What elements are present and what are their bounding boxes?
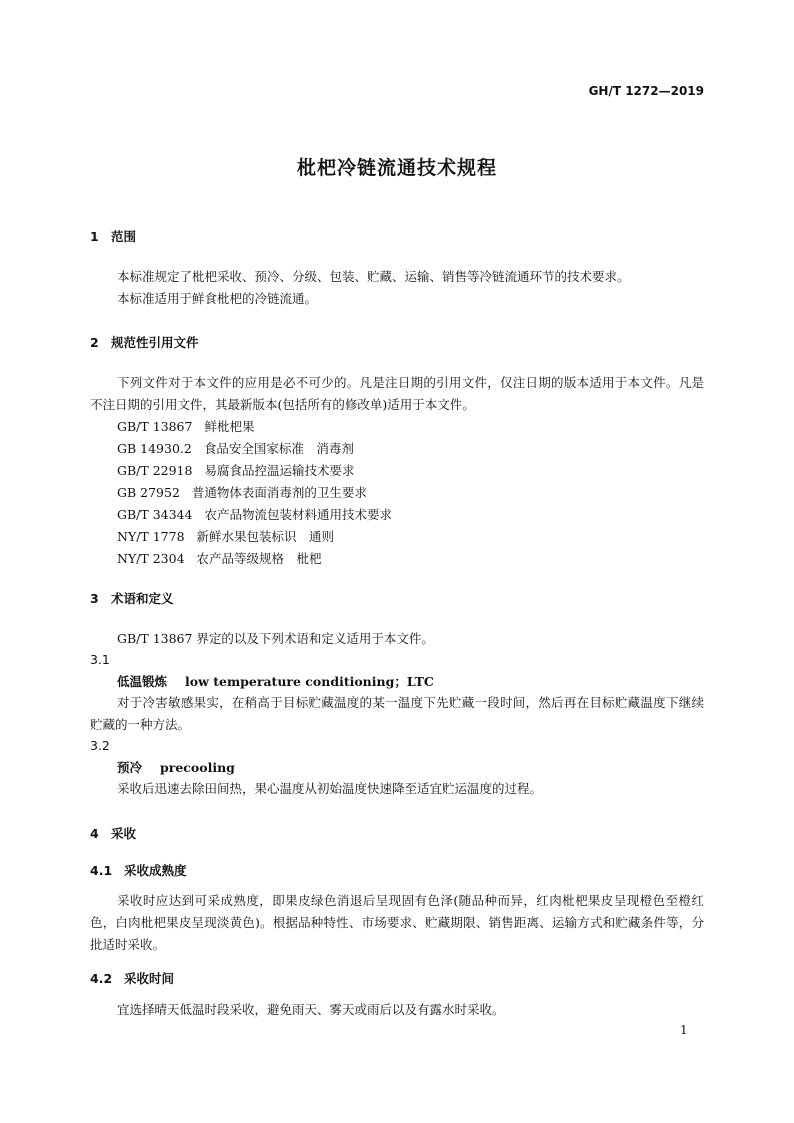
paragraph: 采收时应达到可采成熟度，即果皮绿色消退后呈现固有色泽(随品种而异，红肉枇杷果皮呈现橙色至橙红色，白肉枇杷果皮呈现淡黄色)。根据品种特性、市场要求、贮藏期限、销售距离、运输方式和贮藏条件等，分批适时采收。	[90, 893, 704, 952]
term-english: low temperature conditioning；LTC	[185, 674, 434, 689]
term-definition: 对于冷害敏感果实，在稍高于目标贮藏温度的某一温度下先贮藏一段时间，然后再在目标贮藏温度下继续贮藏的一种方法。	[90, 695, 704, 732]
reference-item	[117, 416, 254, 438]
page-number: 1	[680, 1023, 688, 1037]
section-number: 2	[90, 335, 99, 350]
section-2-heading	[90, 333, 199, 351]
reference-code: NY/T 1778	[117, 529, 185, 544]
reference-code: GB 14930.2	[117, 441, 192, 456]
section-number: 1	[90, 229, 99, 244]
reference-code: GB/T 13867	[117, 419, 193, 434]
reference-item	[117, 438, 354, 460]
subsection-number: 4.2	[90, 971, 113, 986]
reference-item	[117, 460, 354, 482]
section-number: 3	[90, 591, 99, 606]
section-3-heading	[90, 589, 174, 607]
reference-code: GB 27952	[117, 485, 180, 500]
term-number: 3.1	[90, 652, 110, 667]
reference-title: 食品安全国家标准 消毒剂	[203, 441, 354, 456]
reference-code: GB/T 34344	[117, 507, 193, 522]
reference-item	[117, 482, 367, 504]
page-title: 枇杷冷链流通技术规程	[296, 157, 497, 179]
term-chinese: 预冷	[117, 760, 143, 775]
section-4-heading	[90, 824, 136, 842]
section-title: 采收	[111, 826, 137, 841]
subsection-4-1-heading	[90, 861, 187, 879]
reference-code: GB/T 22918	[117, 463, 193, 478]
reference-title: 易腐食品控温运输技术要求	[204, 463, 355, 478]
term-heading	[117, 672, 434, 690]
reference-code: NY/T 2304	[117, 551, 185, 566]
section-1-heading	[90, 227, 136, 245]
subsection-title: 采收时间	[124, 971, 175, 986]
section-title: 范围	[111, 229, 137, 244]
subsection-number: 4.1	[90, 863, 113, 878]
reference-item	[117, 526, 334, 548]
reference-title: 鲜枇杷果	[204, 419, 255, 434]
document-number: GH/T 1272—2019	[588, 84, 704, 98]
term-heading	[117, 758, 235, 776]
paragraph: 本标准适用于鲜食枇杷的冷链流通。	[117, 291, 318, 306]
section-number: 4	[90, 826, 99, 841]
reference-title: 农产品等级规格 枇杷	[196, 551, 322, 566]
term-chinese: 低温锻炼	[117, 674, 168, 689]
subsection-4-2-heading	[90, 969, 174, 987]
term-english: precooling	[160, 760, 235, 775]
paragraph: 宜选择晴天低温时段采收，避免雨天、雾天或雨后以及有露水时采收。	[117, 1002, 505, 1017]
reference-item	[117, 548, 322, 570]
reference-title: 新鲜水果包装标识 通则	[196, 529, 335, 544]
paragraph: GB/T 13867 界定的以及下列术语和定义适用于本文件。	[117, 631, 434, 646]
reference-title: 普通物体表面消毒剂的卫生要求	[191, 485, 367, 500]
paragraph: 下列文件对于本文件的应用是必不可少的。凡是注日期的引用文件，仅注日期的版本适用于本文件。凡是不注日期的引用文件，其最新版本(包括所有的修改单)适用于本文件。	[90, 375, 704, 412]
paragraph: 本标准规定了枇杷采收、预冷、分级、包装、贮藏、运输、销售等冷链流通环节的技术要求。	[117, 269, 630, 284]
reference-title: 农产品物流包装材料通用技术要求	[204, 507, 392, 522]
section-title: 术语和定义	[111, 591, 174, 606]
term-number: 3.2	[90, 738, 110, 753]
reference-item	[117, 504, 392, 526]
section-title: 规范性引用文件	[111, 335, 199, 350]
term-definition: 采收后迅速去除田间热，果心温度从初始温度快速降至适宜贮运温度的过程。	[117, 781, 543, 796]
subsection-title: 采收成熟度	[124, 863, 187, 878]
